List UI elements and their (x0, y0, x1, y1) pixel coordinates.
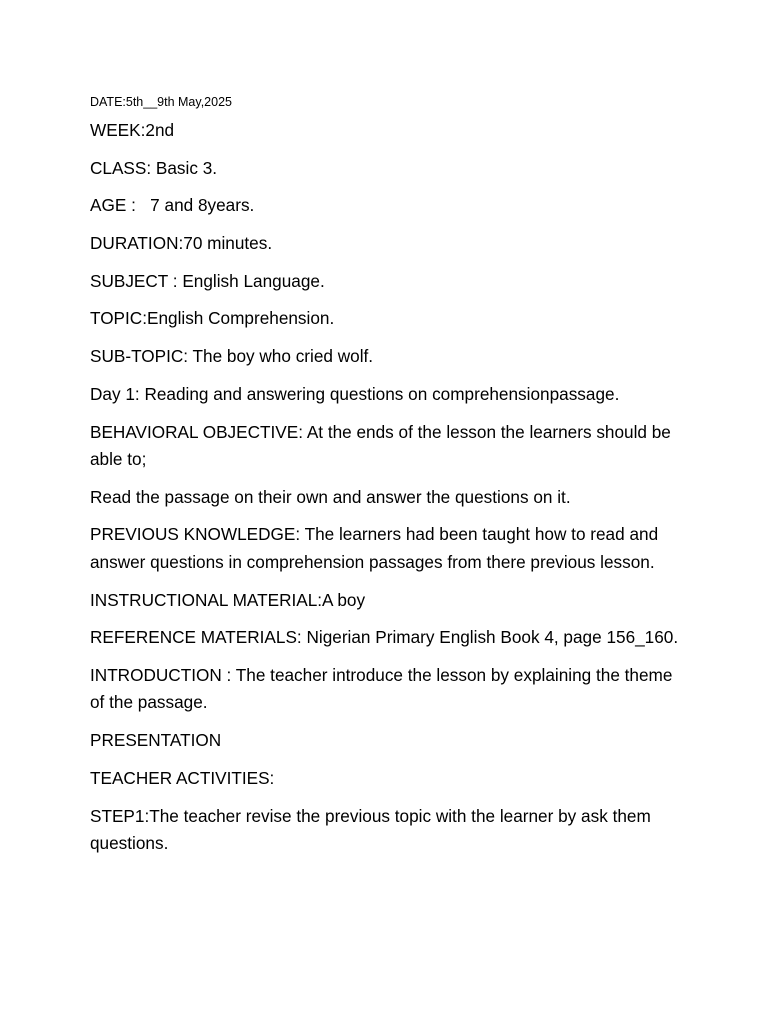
reference-materials-paragraph: REFERENCE MATERIALS: Nigerian Primary English Book 4, page 156_160. (90, 627, 679, 648)
week-line: WEEK:2nd (90, 120, 175, 140)
objective-detail-line: Read the passage on their own and answer the questions on it. (90, 486, 571, 507)
lesson-note-body (90, 93, 690, 868)
age-line: AGE : 7 and 8years. (90, 195, 255, 216)
duration-line: DURATION:70 minutes. (90, 233, 273, 254)
behavioral-objective-paragraph: BEHAVIORAL OBJECTIVE: At the ends of the lesson the learners should be able to; (90, 421, 676, 469)
previous-knowledge-paragraph: PREVIOUS KNOWLEDGE: The learners had been taught how to read and answer questions in comprehension passages from there previous lesson. (90, 524, 663, 572)
date-line: DATE:5th__9th May,2025 (90, 95, 232, 109)
subject-line: SUBJECT : English Language. (90, 270, 325, 291)
sub-topic-line: SUB-TOPIC: The boy who cried wolf. (90, 346, 374, 367)
class-line: CLASS: Basic 3. (90, 157, 218, 178)
topic-line: TOPIC:English Comprehension. (90, 308, 335, 329)
presentation-heading: PRESENTATION (90, 730, 222, 751)
introduction-paragraph: INTRODUCTION : The teacher introduce the lesson by explaining the theme of the passage. (90, 664, 678, 713)
teacher-activities-heading: TEACHER ACTIVITIES: (90, 767, 275, 788)
day-line: Day 1: Reading and answering questions on comprehensionpassage. (90, 383, 620, 404)
step1-paragraph: STEP1:The teacher revise the previous topic with the learner by ask them questions. (90, 805, 656, 853)
instructional-material-line: INSTRUCTIONAL MATERIAL:A boy (90, 589, 366, 610)
